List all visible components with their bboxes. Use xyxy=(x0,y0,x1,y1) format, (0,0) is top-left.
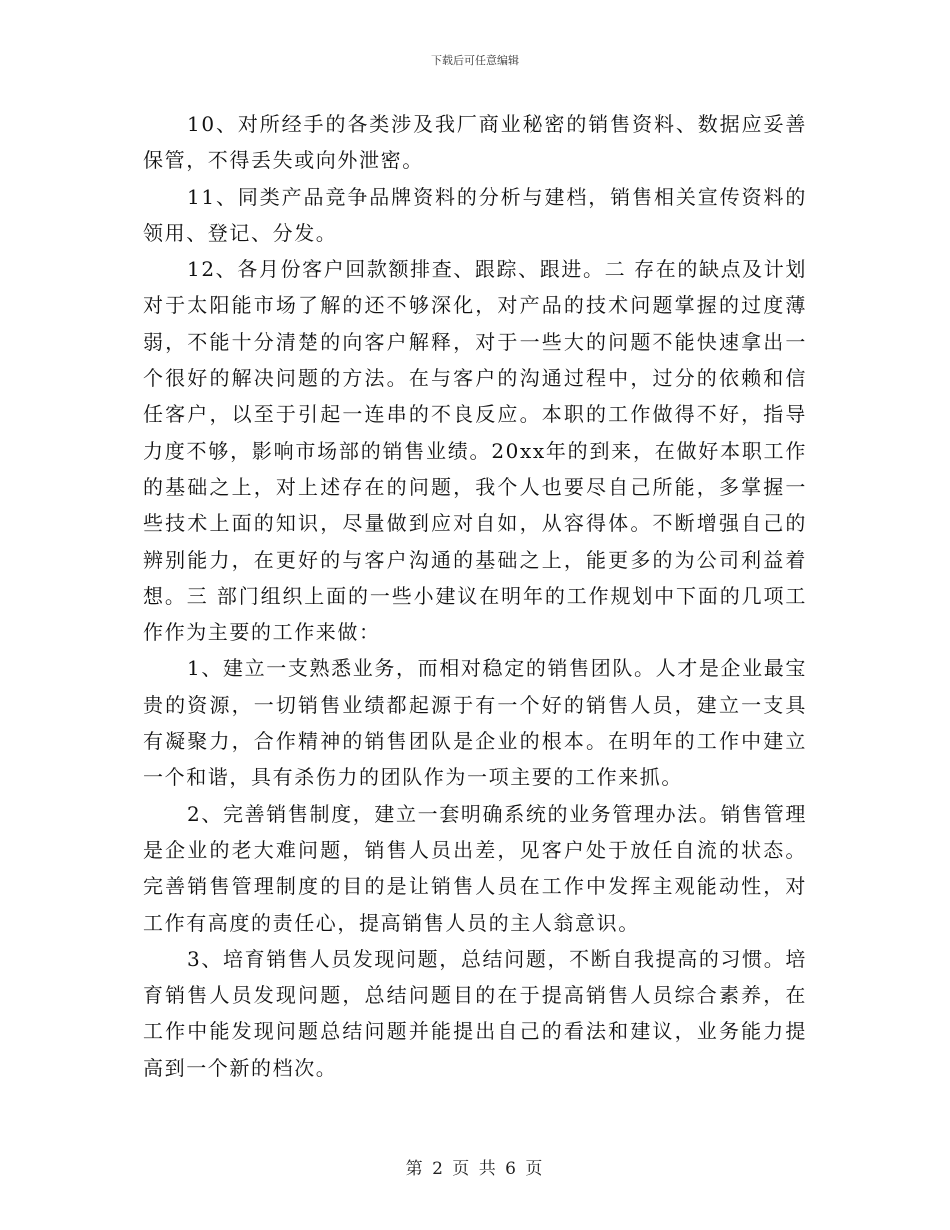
paragraph-item-10: 10、对所经手的各类涉及我厂商业秘密的销售资料、数据应妥善保管，不得丢失或向外泄密。 xyxy=(143,112,807,173)
paragraph-suggestion-3: 3、培育销售人员发现问题，总结问题，不断自我提高的习惯。培育销售人员发现问题，总结问题目的在于提高销售人员综合素养，在工作中能发现问题总结问题并能提出自己的看法和建议，业务能力提高到一个新的档次。 xyxy=(143,946,807,1080)
paragraph-suggestion-1: 1、建立一支熟悉业务，而相对稳定的销售团队。人才是企业最宝贵的资源，一切销售业绩都起源于有一个好的销售人员，建立一支具有凝聚力，合作精神的销售团队是企业的根本。在明年的工作中建立一个和谐，具有杀伤力的团队作为一项主要的工作来抓。 xyxy=(143,656,807,790)
paragraph-item-11: 11、同类产品竞争品牌资料的分析与建档，销售相关宣传资料的领用、登记、分发。 xyxy=(143,184,807,245)
paragraph-suggestion-2: 2、完善销售制度，建立一套明确系统的业务管理办法。销售管理是企业的老大难问题，销售人员出差，见客户处于放任自流的状态。完善销售管理制度的目的是让销售人员在工作中发挥主观能动性，对工作有高度的责任心，提高销售人员的主人翁意识。 xyxy=(143,801,807,935)
page-header: 下载后可任意编辑 xyxy=(431,54,519,67)
paragraph-item-12: 12、各月份客户回款额排查、跟踪、跟进。二 存在的缺点及计划对于太阳能市场了解的还不够深化，对产品的技术问题掌握的过度薄弱，不能十分清楚的向客户解释，对于一些大的问题不能快速拿出一个很好的解决问题的方法。在与客户的沟通过程中，过分的依赖和信任客户，以至于引起一连串的不良反应。本职的工作做得不好，指导力度不够，影响市场部的销售业绩。20xx年的到来，在做好本职工作的基础之上，对上述存在的问题，我个人也要尽自己所能，多掌握一些技术上面的知识，尽量做到应对自如，从容得体。不断增强自己的辨别能力，在更好的与客户沟通的基础之上，能更多的为公司利益着想。三 部门组织上面的一些小建议在明年的工作规划中下面的几项工作作为主要的工作来做： xyxy=(143,257,807,645)
document-body xyxy=(143,106,807,1086)
page-number: 第 2 页 共 6 页 xyxy=(405,1159,545,1179)
